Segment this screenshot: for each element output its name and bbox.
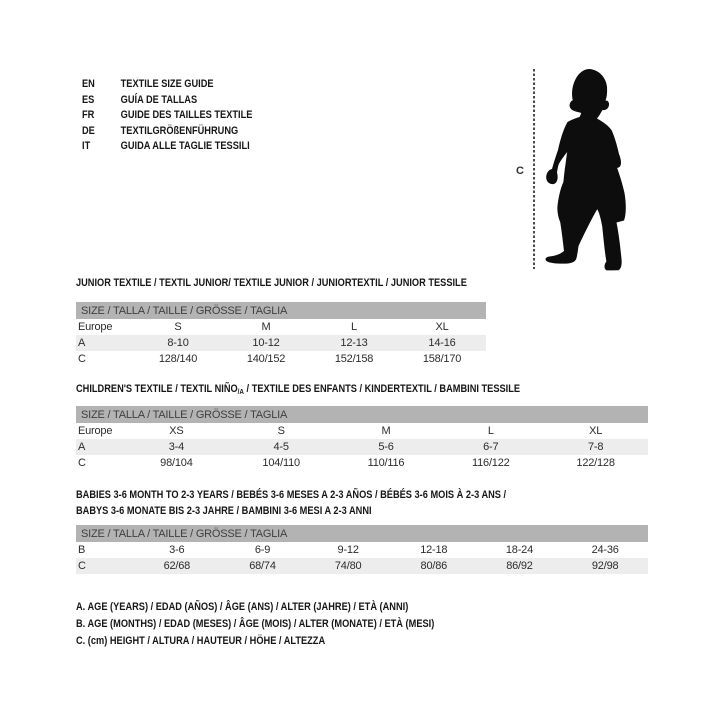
language-code: DE <box>82 124 95 137</box>
size-cell: XL <box>435 321 449 333</box>
table-row-age <box>76 335 486 351</box>
height-cell: 110/116 <box>367 457 405 469</box>
months-cell: 6-9 <box>254 544 271 556</box>
table-row-europe <box>76 319 486 335</box>
row-label: C <box>78 353 86 365</box>
note-age-months: B. AGE (MONTHS) / EDAD (MESES) / ÂGE (MOIS) / ALTER (MONATE) / ETÀ (MESI) <box>76 618 435 630</box>
language-list <box>82 77 285 155</box>
title-text: / TEXTILE DES ENFANTS / KINDERTEXTIL / BAMBINI TESSILE <box>243 383 521 395</box>
babies-table-title <box>76 487 556 519</box>
junior-textile-section <box>76 277 486 367</box>
size-header-bar: SIZE / TALLA / TAILLE / GRÖSSE / TAGLIA <box>76 302 486 319</box>
size-cell: XL <box>589 425 603 437</box>
note-height-cm: C. (cm) HEIGHT / ALTURA / HAUTEUR / HÖHE / ALTEZZA <box>76 635 326 647</box>
height-cell: 92/98 <box>591 560 619 572</box>
language-title: TEXTILGRÖßENFÜHRUNG <box>120 124 239 137</box>
height-cell: 158/170 <box>422 353 462 365</box>
months-cell: 18-24 <box>505 544 534 556</box>
row-label: C <box>78 457 86 469</box>
language-code: EN <box>82 78 95 90</box>
childrens-size-table <box>76 406 648 471</box>
months-cell: 12-18 <box>420 544 448 556</box>
height-cell: 122/128 <box>576 457 615 469</box>
language-code: ES <box>82 93 95 106</box>
language-row-de <box>82 124 252 140</box>
language-title: TEXTILE SIZE GUIDE <box>120 78 214 90</box>
height-cell: 74/80 <box>334 560 362 572</box>
height-cell: 98/104 <box>160 457 193 469</box>
language-title: GUIDE DES TAILLES TEXTILE <box>120 109 253 122</box>
age-cell: 6-7 <box>483 441 499 453</box>
row-label: Europe <box>78 321 113 333</box>
size-header-bar: SIZE / TALLA / TAILLE / GRÖSSE / TAGLIA <box>76 525 648 542</box>
title-subscript: /A <box>237 387 244 396</box>
title-line-1: BABIES 3-6 MONTH TO 2-3 YEARS / BEBÉS 3-6 MESES A 2-3 AÑOS / BÉBÉS 3-6 MOIS À 2-3 ANS / <box>76 489 507 501</box>
babies-textile-section <box>76 487 648 574</box>
size-header-row <box>76 406 648 423</box>
row-label: B <box>78 544 86 556</box>
childrens-textile-section <box>76 383 648 471</box>
title-text: CHILDREN'S TEXTILE / TEXTIL NIÑO <box>76 383 238 395</box>
childrens-table-title <box>76 383 556 396</box>
months-cell: 3-6 <box>169 544 185 556</box>
table-row-europe <box>76 423 648 439</box>
size-cell: L <box>487 425 494 437</box>
junior-table-title: JUNIOR TEXTILE / TEXTIL JUNIOR/ TEXTILE JUNIOR / JUNIORTEXTIL / JUNIOR TESSILE <box>76 277 467 289</box>
table-row-months <box>76 542 648 558</box>
height-measure-dashed-line <box>533 69 535 269</box>
height-cell: 104/110 <box>262 457 300 469</box>
row-label: C <box>78 560 86 572</box>
height-cell: 128/140 <box>158 353 198 365</box>
size-cell: S <box>277 425 285 437</box>
language-title: GUÍA DE TALLAS <box>120 93 198 106</box>
table-row-age <box>76 439 648 455</box>
size-header-row <box>76 302 486 319</box>
height-cell: 62/68 <box>163 560 191 572</box>
language-code: IT <box>82 140 91 153</box>
age-cell: 10-12 <box>252 337 280 349</box>
babies-size-table <box>76 525 648 574</box>
age-cell: 5-6 <box>378 441 394 453</box>
size-cell: XS <box>169 425 184 437</box>
table-row-height <box>76 351 486 367</box>
months-cell: 9-12 <box>337 544 359 556</box>
height-measure-label: C <box>516 165 524 177</box>
age-cell: 4-5 <box>273 441 289 453</box>
months-cell: 24-36 <box>591 544 619 556</box>
age-cell: 7-8 <box>587 441 604 453</box>
language-code: FR <box>82 109 95 122</box>
language-row-es <box>82 93 252 109</box>
size-header-row <box>76 525 648 542</box>
age-cell: 3-4 <box>168 441 185 453</box>
height-cell: 116/122 <box>472 457 510 469</box>
height-cell: 80/86 <box>420 560 448 572</box>
height-cell: 152/158 <box>334 353 374 365</box>
height-cell: 140/152 <box>246 353 286 365</box>
age-cell: 14-16 <box>428 337 456 349</box>
size-cell: S <box>174 321 182 333</box>
row-label: A <box>78 337 86 349</box>
junior-size-table <box>76 302 486 367</box>
age-cell: 8-10 <box>167 337 189 349</box>
row-label: Europe <box>78 425 113 437</box>
language-row-en <box>82 77 252 93</box>
age-cell: 12-13 <box>340 337 368 349</box>
toddler-silhouette-icon <box>540 60 680 280</box>
title-line-2: BABYS 3-6 MONATE BIS 2-3 JAHRE / BAMBINI 3-6 MESI A 2-3 ANNI <box>76 505 372 517</box>
figure-height-measure <box>505 55 670 285</box>
language-title: GUIDA ALLE TAGLIE TESSILI <box>120 140 250 153</box>
row-label: A <box>78 441 86 453</box>
height-cell: 86/92 <box>506 560 533 572</box>
language-row-it <box>82 139 252 155</box>
size-cell: M <box>261 321 271 333</box>
size-cell: L <box>351 321 357 333</box>
legend-notes <box>76 599 503 650</box>
table-row-height <box>76 455 648 471</box>
language-row-fr <box>82 108 252 124</box>
size-header-bar: SIZE / TALLA / TAILLE / GRÖSSE / TAGLIA <box>76 406 648 423</box>
table-row-height <box>76 558 648 574</box>
size-cell: M <box>381 425 391 437</box>
height-cell: 68/74 <box>249 560 276 572</box>
note-age-years: A. AGE (YEARS) / EDAD (AÑOS) / ÂGE (ANS) / ALTER (JAHRE) / ETÀ (ANNI) <box>76 601 409 613</box>
